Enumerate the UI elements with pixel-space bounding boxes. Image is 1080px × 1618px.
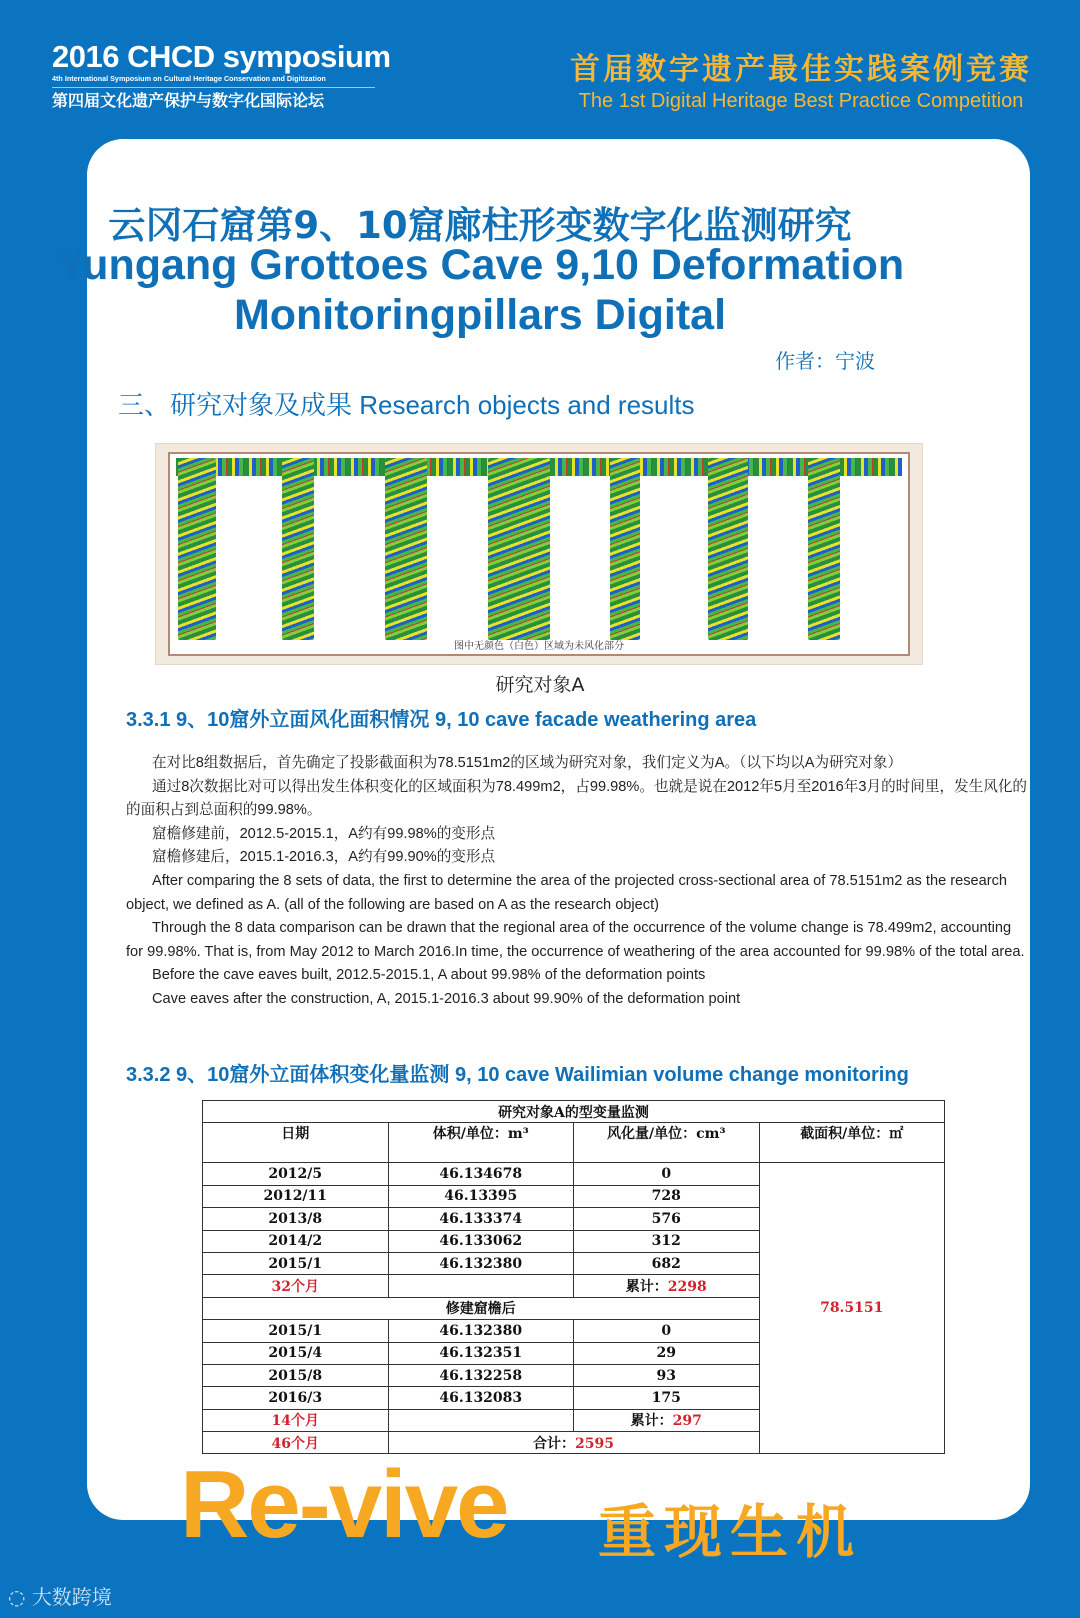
paragraph: 通过8次数据比对可以得出发生体积变化的区域面积为78.499m2，占99.98%。也就是说在2012年5月至2016年3月的时间里，发生风化的的面积占到总面积的99.98%。 — [126, 778, 1028, 819]
pillar-graphic — [488, 458, 550, 640]
pillar-graphic — [610, 458, 640, 640]
paragraph: 在对比8组数据后，首先确定了投影截面积为78.5151m2的区域为研究对象，我们定义为A。（以下均以A为研究对象） — [152, 755, 903, 771]
deformation-table — [202, 1100, 945, 1454]
poster-title-en-line-1: Yungang Grottoes Cave 9,10 Deformation — [55, 241, 905, 289]
table-row: 2015/1 46.132380 0 — [203, 1320, 945, 1342]
table-row: 2016/3 46.132083 175 — [203, 1387, 945, 1409]
pillar-graphic — [808, 458, 840, 640]
image-frame — [168, 452, 910, 656]
table-row: 14个月 累计：297 — [203, 1409, 945, 1431]
pillar-graphic — [708, 458, 748, 640]
table-row: 2013/8 46.133374 576 — [203, 1208, 945, 1230]
pillar-graphic — [385, 458, 427, 640]
symposium-title: 2016 CHCD symposium — [52, 39, 391, 74]
table-row: 32个月 累计：2298 — [203, 1275, 945, 1297]
pillar-graphic — [178, 458, 216, 640]
revive-logo: Re-vive — [180, 1451, 508, 1558]
watermark-text: 大数跨境 — [31, 1585, 112, 1609]
table-row: 2012/11 46.13395 728 — [203, 1185, 945, 1207]
section-heading: 三、研究对象及成果 Research objects and results — [118, 390, 695, 420]
watermark-logo-icon: ◌ — [8, 1585, 26, 1609]
paragraph: Through the 8 data comparison can be drawn that the regional area of the occurrence of the volume change is 78.499m2, accounting for 99.98%. That is, from May 2012 to March 2016.In time, the occurrence of weathering of the area accounted for 99.98% of the total area. — [126, 920, 1025, 960]
paragraph: 窟檐修建后，2015.1-2016.3，A约有99.90%的变形点 — [152, 849, 496, 866]
table-title: 研究对象A的型变量监测 — [203, 1101, 945, 1123]
figure-caption: 研究对象A — [495, 674, 585, 696]
forum-name: 第四届文化遗产保护与数字化国际论坛 — [52, 91, 325, 110]
competition-heading — [570, 44, 1032, 113]
poster-title-en-line-2: Monitoringpillars Digital — [233, 291, 727, 339]
competition-en: The 1st Digital Heritage Best Practice Competition — [578, 90, 1024, 112]
table-row: 2014/2 46.133062 312 — [203, 1230, 945, 1252]
poster-title-en — [0, 240, 1020, 340]
subsection-volume-monitoring: 3.3.2 9、10窟外立面体积变化量监测 9, 10 cave Wailimian volume change monitoring — [126, 1064, 909, 1086]
table-row: 2012/5 46.134678 0 78.5151 — [203, 1163, 945, 1185]
table-row: 2015/1 46.132380 682 — [203, 1252, 945, 1274]
watermark — [8, 1581, 112, 1610]
pillar-deformation-image — [155, 443, 923, 665]
table-row: 2015/8 46.132258 93 — [203, 1364, 945, 1386]
pillar-graphic — [282, 458, 314, 640]
body-text — [126, 752, 1031, 1012]
poster-title-cn: 云冈石窟第9、10窟廊柱形变数字化监测研究 — [108, 204, 852, 247]
author: 作者：宁波 — [775, 349, 875, 373]
paragraph: After comparing the 8 sets of data, the first to determine the area of the projected cross-sectional area of 78.5151m2 as the research object, we defined as A. (all of the following are based on A as the research object) — [126, 872, 1008, 913]
symposium-subtitle: 4th International Symposium on Cultural Heritage Conservation and Digitization — [52, 74, 375, 88]
table-header: 日期 体积/单位：m³ 风化量/单位：cm³ 截面积/单位：㎡ — [203, 1123, 945, 1163]
symposium-logo — [52, 40, 392, 111]
paragraph: Before the cave eaves built, 2012.5-2015.1, A about 99.98% of the deformation points — [152, 967, 706, 984]
table-row: 2015/4 46.132351 29 — [203, 1342, 945, 1364]
competition-cn: 首届数字遗产最佳实践案例竞赛 — [570, 52, 1032, 87]
area-value: 78.5151 — [759, 1163, 945, 1454]
paragraph: Cave eaves after the construction, A, 2015.1-2016.3 about 99.90% of the deformation point — [152, 990, 741, 1007]
subsection-weathering-area: 3.3.1 9、10窟外立面风化面积情况 9, 10 cave facade weathering area — [126, 709, 757, 731]
table-divider: 修建窟檐后 — [203, 1297, 945, 1319]
table-row: 46个月 合计：2595 — [203, 1432, 945, 1454]
image-caption: 图中无颜色（白色）区域为未风化部分 — [454, 641, 624, 652]
paragraph: 窟檐修建前，2012.5-2015.1，A约有99.98%的变形点 — [152, 825, 496, 842]
revive-cn: 重现生机 — [598, 1498, 863, 1566]
